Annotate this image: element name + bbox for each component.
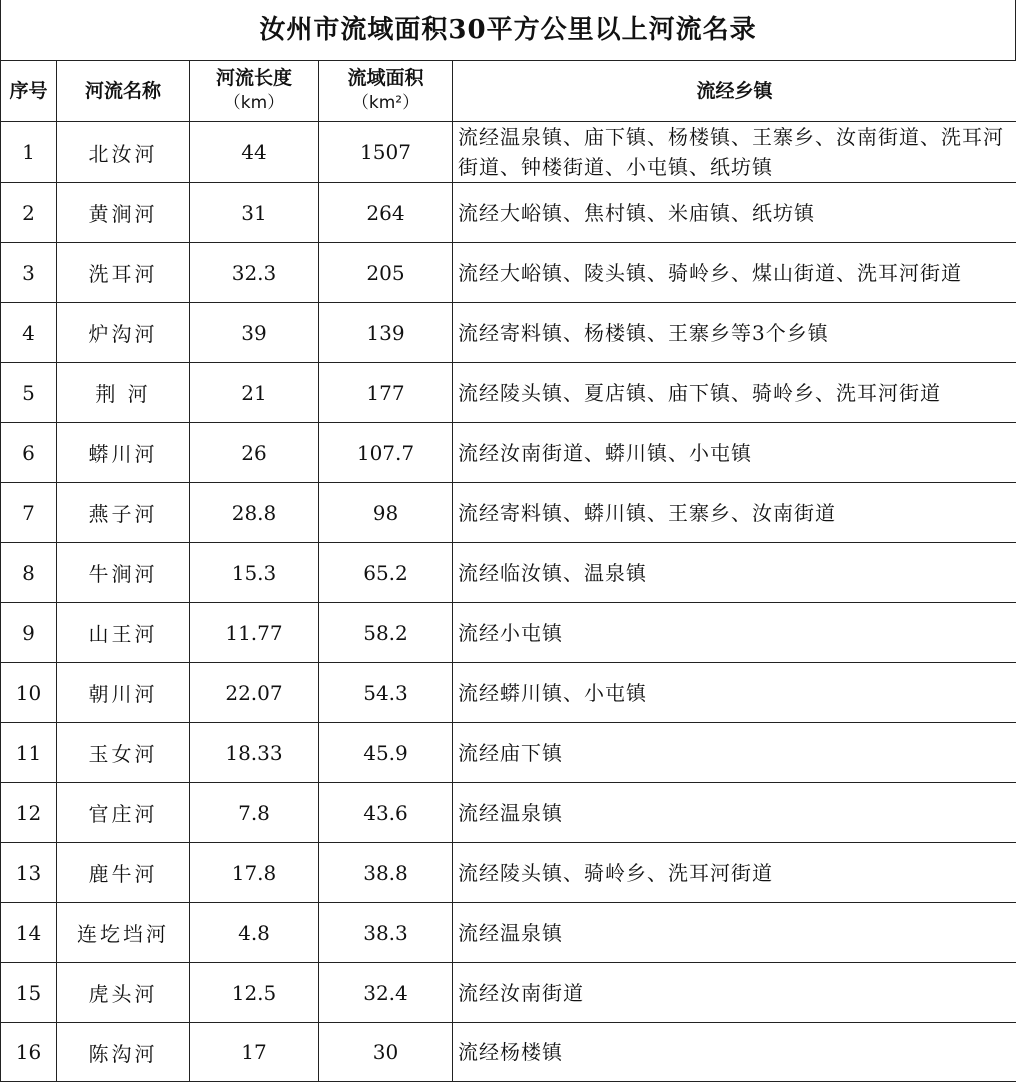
cell-river-name: 洗耳河 — [57, 243, 190, 303]
table-row — [1, 963, 1016, 1023]
table-row — [1, 243, 1016, 303]
cell-area: 38.3 — [319, 903, 453, 963]
header-no: 序号 — [1, 61, 57, 122]
cell-towns: 流经汝南街道、蟒川镇、小屯镇 — [453, 423, 1016, 483]
cell-towns: 流经陵头镇、骑岭乡、洗耳河街道 — [453, 843, 1016, 903]
cell-no: 8 — [1, 543, 57, 603]
cell-river-name: 炉沟河 — [57, 303, 190, 363]
table-row — [1, 603, 1016, 663]
page-title: 汝州市流域面积30平方公里以上河流名录 — [0, 0, 1016, 60]
cell-no: 7 — [1, 483, 57, 543]
table-row — [1, 843, 1016, 903]
cell-river-name: 荆 河 — [57, 363, 190, 423]
table-row — [1, 122, 1016, 183]
header-length-unit: （km） — [190, 91, 318, 116]
cell-length: 44 — [190, 122, 319, 183]
cell-towns: 流经寄料镇、蟒川镇、王寨乡、汝南街道 — [453, 483, 1016, 543]
header-name: 河流名称 — [57, 61, 190, 122]
cell-area: 32.4 — [319, 963, 453, 1023]
cell-no: 5 — [1, 363, 57, 423]
cell-area: 177 — [319, 363, 453, 423]
cell-no: 15 — [1, 963, 57, 1023]
cell-no: 11 — [1, 723, 57, 783]
cell-area: 264 — [319, 183, 453, 243]
header-length-label: 河流长度 — [216, 67, 292, 89]
header-length — [190, 61, 319, 122]
cell-river-name: 北汝河 — [57, 122, 190, 183]
cell-area: 1507 — [319, 122, 453, 183]
table-row — [1, 483, 1016, 543]
cell-area: 58.2 — [319, 603, 453, 663]
header-towns: 流经乡镇 — [453, 61, 1016, 122]
cell-towns: 流经大峪镇、焦村镇、米庙镇、纸坊镇 — [453, 183, 1016, 243]
cell-towns: 流经温泉镇 — [453, 783, 1016, 843]
cell-area: 43.6 — [319, 783, 453, 843]
table-row — [1, 183, 1016, 243]
table-row — [1, 723, 1016, 783]
cell-no: 1 — [1, 122, 57, 183]
cell-area: 30 — [319, 1023, 453, 1082]
cell-no: 12 — [1, 783, 57, 843]
cell-river-name: 官庄河 — [57, 783, 190, 843]
cell-towns: 流经寄料镇、杨楼镇、王寨乡等3个乡镇 — [453, 303, 1016, 363]
cell-towns: 流经温泉镇 — [453, 903, 1016, 963]
table-row — [1, 363, 1016, 423]
cell-length: 26 — [190, 423, 319, 483]
cell-river-name: 蟒川河 — [57, 423, 190, 483]
cell-length: 21 — [190, 363, 319, 423]
cell-no: 13 — [1, 843, 57, 903]
header-area — [319, 61, 453, 122]
cell-towns: 流经汝南街道 — [453, 963, 1016, 1023]
cell-length: 39 — [190, 303, 319, 363]
cell-length: 15.3 — [190, 543, 319, 603]
cell-river-name: 朝川河 — [57, 663, 190, 723]
cell-length: 31 — [190, 183, 319, 243]
cell-no: 14 — [1, 903, 57, 963]
table-row — [1, 783, 1016, 843]
cell-area: 107.7 — [319, 423, 453, 483]
cell-no: 2 — [1, 183, 57, 243]
cell-length: 17.8 — [190, 843, 319, 903]
cell-area: 65.2 — [319, 543, 453, 603]
table-row — [1, 1023, 1016, 1082]
table-row — [1, 543, 1016, 603]
cell-river-name: 鹿牛河 — [57, 843, 190, 903]
cell-length: 11.77 — [190, 603, 319, 663]
cell-area: 38.8 — [319, 843, 453, 903]
table-row — [1, 903, 1016, 963]
cell-area: 139 — [319, 303, 453, 363]
cell-towns: 流经陵头镇、夏店镇、庙下镇、骑岭乡、洗耳河街道 — [453, 363, 1016, 423]
cell-length: 22.07 — [190, 663, 319, 723]
cell-area: 54.3 — [319, 663, 453, 723]
cell-area: 205 — [319, 243, 453, 303]
cell-length: 7.8 — [190, 783, 319, 843]
cell-river-name: 山王河 — [57, 603, 190, 663]
cell-river-name: 燕子河 — [57, 483, 190, 543]
cell-area: 98 — [319, 483, 453, 543]
cell-no: 6 — [1, 423, 57, 483]
table-header-row — [1, 61, 1016, 122]
cell-no: 10 — [1, 663, 57, 723]
cell-towns: 流经温泉镇、庙下镇、杨楼镇、王寨乡、汝南街道、洗耳河街道、钟楼街道、小屯镇、纸坊镇 — [453, 122, 1016, 183]
cell-river-name: 陈沟河 — [57, 1023, 190, 1082]
cell-towns: 流经庙下镇 — [453, 723, 1016, 783]
header-area-unit: （km²） — [319, 91, 452, 116]
cell-length: 18.33 — [190, 723, 319, 783]
cell-no: 9 — [1, 603, 57, 663]
cell-no: 16 — [1, 1023, 57, 1082]
river-table — [0, 60, 1016, 1082]
header-area-label: 流域面积 — [347, 67, 423, 89]
table-row — [1, 423, 1016, 483]
cell-river-name: 牛涧河 — [57, 543, 190, 603]
cell-river-name: 黄涧河 — [57, 183, 190, 243]
cell-length: 28.8 — [190, 483, 319, 543]
cell-river-name: 虎头河 — [57, 963, 190, 1023]
cell-river-name: 连圪垱河 — [57, 903, 190, 963]
cell-towns: 流经杨楼镇 — [453, 1023, 1016, 1082]
cell-towns: 流经小屯镇 — [453, 603, 1016, 663]
cell-towns: 流经蟒川镇、小屯镇 — [453, 663, 1016, 723]
cell-no: 3 — [1, 243, 57, 303]
cell-no: 4 — [1, 303, 57, 363]
cell-length: 4.8 — [190, 903, 319, 963]
cell-towns: 流经临汝镇、温泉镇 — [453, 543, 1016, 603]
cell-river-name: 玉女河 — [57, 723, 190, 783]
table-row — [1, 303, 1016, 363]
table-row — [1, 663, 1016, 723]
cell-length: 12.5 — [190, 963, 319, 1023]
cell-towns: 流经大峪镇、陵头镇、骑岭乡、煤山街道、洗耳河街道 — [453, 243, 1016, 303]
table-body — [1, 122, 1016, 1082]
cell-area: 45.9 — [319, 723, 453, 783]
cell-length: 17 — [190, 1023, 319, 1082]
cell-length: 32.3 — [190, 243, 319, 303]
